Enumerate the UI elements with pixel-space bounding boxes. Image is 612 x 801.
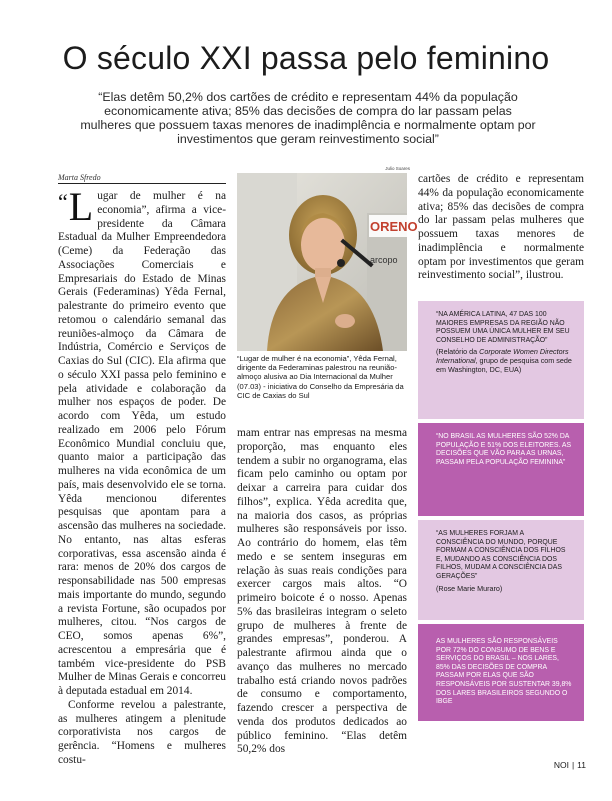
paragraph: mam entrar nas empresas na mesma proporção, mas enquanto eles tendem a subir no organograma, elas ficam pelo caminho ou optam por deixar a carreira para cuidar dos filhos”, explica. Yêda acredita que, na maioria dos casos, as próprias mulheres são responsáveis por isso. Ao contrário do homem, elas têm medo e se sentem inseguras em relação às suas reais condições para exercer cargos mais altos. “O primeiro boicote é o nosso. Apenas 5% das brasileiras integram o seleto grupo de mulheres à frente de grandes empresas”, ponderou. A palestrante afirmou ainda que o avanço das mulheres no mercado trabalho está criando novos padrões de consumo e comportamento, fazendo crescer a perspectiva de venda dos produtos dedicados ao público feminino. “Elas detêm 50,2% dos	[237, 427, 407, 756]
pull-quote-source: (Relatório da Corporate Women Directors International, grupo de pesquisa com sede em Washington, DC, EUA)	[436, 347, 572, 374]
magazine-name: NOI	[553, 760, 569, 770]
pull-quote-text: AS MULHERES SÃO RESPONSÁVEIS POR 72% DO CONSUMO DE BENS E SERVIÇOS DO BRASIL – NOS LARES, 85% DAS DECISÕES DE COMPRA PASSAM POR ELAS QUE SÃO RESPONSÁVEIS POR SUSTENTAR 39,8% DOS LARES BRASILEIROS SEGUNDO O IBGE	[436, 638, 572, 706]
author-byline: Marta Sfredo	[58, 173, 226, 184]
column-1	[58, 184, 226, 768]
pull-quote-text: “NA AMÉRICA LATINA, 47 DAS 100 MAIORES EMPRESAS DA REGIÃO NÃO POSSUEM UMA ÚNICA MULHER EM SEU CONSELHO DE ADMINISTRAÇÃO”	[436, 311, 570, 344]
pull-quote-text: “AS MULHERES FORJAM A CONSCIÊNCIA DO MUNDO, PORQUE FORMAM A CONSCIÊNCIA DOS FILHOS E, MUDANDO AS CONSCIÊNCIA DOS FILHOS, MUDAM A CONSCIÊNCIA DAS GERAÇÕES”	[436, 530, 566, 580]
paragraph	[58, 184, 226, 699]
speaker-photo-illustration	[237, 173, 418, 351]
article-title: O século XXI passa pelo feminino	[62, 40, 550, 76]
speaker-photo	[237, 173, 418, 351]
article-subtitle: “Elas detêm 50,2% dos cartões de crédito e representam 44% da população economicamente ativa; 85% das decisões de compra do lar passam pelas mulheres que possuem taxas menores de inadimplência e normalmente optam por investimentos que geram reinvestimento social”	[80, 90, 536, 146]
page-footer	[520, 760, 586, 770]
paragraph: Conforme revelou a palestrante, as mulheres atingem a plenitude corporativista nos cargos de gerência. “Homens e mulheres costu-	[58, 698, 226, 766]
banner-text-2: arcopo	[370, 255, 398, 265]
column-2	[237, 427, 407, 757]
banner-text: ORENO	[370, 219, 418, 234]
paragraph-text: ugar de mulher é na economia”, afirma a vice-presidente da Câmara Estadual da Mulher Empreendedora (Ceme) da Federação das Associações Comerciais e Empresariais do Estado de Minas Gerais (Federaminas) Yêda Fernal, palestrante do primeiro evento que retomou o calendário semanal das reuniões-almoço da Câmara de Indústria, Comércio e Serviços de Caxias do Sul (CIC). Ela afirma que o século XXI passa pelo feminino e pela atividade e colaboração da mulher nos espaços de poder. De acordo com Yêda, um estudo realizado em 2006 pelo Fórum Econômico Mundial concluiu que, quanto maior a participação das mulheres na vida econômica de um país, mais desenvolvido ele se torna. Yêda mencionou diferentes pesquisas que apontam para a ascensão das mulheres na sociedade. No entanto, nas altas esferas corporativas, essa ascensão ainda é rara: menos de 20% dos cargos de responsabilidade nas 500 empresas mais importante do mundo, segundo a revista Fortune, são ocupados por mulheres, citou. “Nos cargos de CEO, somos apenas 6%”, acrescentou a empresária que é também vice-presidente do PSB Mulher de Minas Gerais e concorreu à deputada estadual em 2014.	[58, 190, 226, 697]
pull-quote-latin-america	[418, 301, 584, 419]
pull-quote-source: (Rose Marie Muraro)	[436, 583, 503, 593]
footer-separator: |	[571, 760, 575, 770]
paragraph: cartões de crédito e representam 44% da população economicamente ativa; 85% das decisões de compra do lar passam pelas mulheres que possuem taxas menores de inadimplência e normalmente optam por investimentos que geram reinvestimento social”, ilustrou.	[418, 173, 584, 282]
drop-cap: L	[68, 184, 94, 229]
pull-quote-consciousness	[418, 520, 584, 620]
column-3	[418, 173, 584, 283]
drop-quote-mark: “	[58, 189, 68, 214]
pull-quote-consumption	[418, 624, 584, 721]
photo-credit: Julio Soares	[385, 166, 410, 171]
pull-quote-text: “NO BRASIL AS MULHERES SÃO 52% DA POPULAÇÃO E 51% DOS ELEITORES. AS DECISÕES QUE VÃO PARA AS URNAS, PASSAM PELA POPULAÇÃO FEMININA”	[436, 433, 572, 466]
pull-quote-brazil-voters	[418, 423, 584, 516]
photo-caption: “Lugar de mulher é na economia”, Yêda Fernal, dirigente da Federaminas palestrou na reunião-almoço alusiva ao Dia Internacional da Mulher (07.03) - iniciativa do Conselho da Empresária da CIC de Caxias do Sul	[237, 354, 404, 400]
page-number: 11	[577, 760, 586, 770]
